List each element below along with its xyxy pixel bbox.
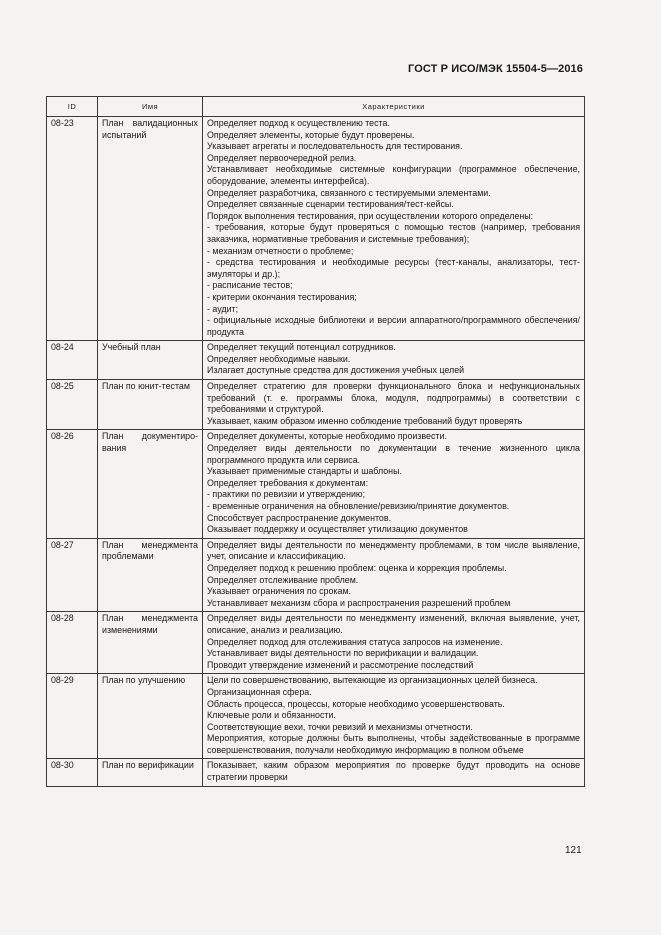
characteristic-line: Определяет первоочередной релиз. (207, 152, 357, 163)
characteristic-line: Определяет стратегию для проверки функционального блока и нефункциональных требований (т. е. программы блока, модуля, подпрограммы) в соответствии с требованиями и структурой. (207, 381, 580, 415)
table-body (47, 117, 585, 787)
characteristic-line: Определяет подход для отслеживания статуса запросов на изменение. (207, 636, 503, 647)
characteristic-line: Определяет отслеживание проблем. (207, 574, 359, 585)
row-characteristics (203, 341, 585, 380)
characteristics-table (46, 96, 585, 787)
table-row (47, 612, 585, 674)
table-row (47, 380, 585, 430)
row-characteristics (203, 612, 585, 674)
characteristic-line: Указывает применимые стандарты и шаблоны. (207, 466, 402, 477)
characteristic-line: Определяет разработчика, связанного с тестируемыми элементами. (207, 187, 491, 198)
characteristic-line: Определяет текущий потенциал сотрудников. (207, 342, 396, 353)
characteristic-line: Оказывает поддержку и осуществляет утилизацию документов (207, 524, 468, 535)
characteristic-line: - средства тестирования и необходимые ресурсы (тест-каналы, анализаторы, тест-эмуляторы и др.); (207, 257, 580, 279)
characteristic-line: Устанавливает необходимые системные конфигурации (программное обеспечение, оборудование, элементы интерфейса). (207, 164, 580, 186)
characteristic-line: Определяет документы, которые необходимо произвести. (207, 431, 447, 442)
characteristic-line: Устанавливает виды деятельности по верификации и валидации. (207, 648, 479, 659)
characteristic-line: Указывает агрегаты и последовательность для тестирования. (207, 141, 463, 152)
row-id: 08-29 (47, 674, 98, 759)
characteristic-line: - механизм отчетности о проблеме; (207, 245, 354, 256)
characteristic-line: - требования, которые будут проверяться с помощью тестов (например, требования заказчика, нормативные требования и системные требования); (207, 222, 580, 244)
row-name: План менеджмента проблемами (98, 538, 203, 612)
row-id: 08-28 (47, 612, 98, 674)
characteristic-line: - временные ограничения на обновление/ревизию/принятие документов. (207, 501, 510, 511)
characteristic-line: - аудит; (207, 303, 239, 314)
characteristic-line: Определяет подход к осуществлению теста. (207, 118, 390, 128)
row-id: 08-24 (47, 341, 98, 380)
row-name: Учебный план (98, 341, 203, 380)
characteristic-line: - практики по ревизии и утверждению; (207, 489, 366, 500)
characteristic-line: - расписание тестов; (207, 280, 293, 291)
characteristic-line: Проводит утверждение изменений и рассмотрение последствий (207, 659, 474, 670)
characteristic-line: Излагает доступные средства для достижения учебных целей (207, 365, 465, 376)
characteristic-line: Порядок выполнения тестирования, при осуществлении которого определены: (207, 210, 534, 221)
table-row (47, 759, 585, 786)
row-characteristics (203, 430, 585, 538)
characteristic-line: Указывает, каким образом именно соблюдение требований будут проверять (207, 415, 523, 426)
document-code: ГОСТ Р ИСО/МЭК 15504-5—2016 (408, 63, 583, 75)
row-characteristics (203, 117, 585, 341)
row-name: План валидационных испытаний (98, 117, 203, 341)
characteristic-line: Определяет виды деятельности по менеджменту изменений, включая выявление, учет, описание, анализ и реализацию. (207, 613, 580, 635)
characteristic-line: Указывает ограничения по срокам. (207, 586, 352, 597)
column-header-characteristics: Характеристики (203, 97, 585, 117)
table-row (47, 430, 585, 538)
table-row (47, 538, 585, 612)
characteristic-line: Устанавливает механизм сбора и распространения разрешений проблем (207, 597, 511, 608)
column-header-id: ID (47, 97, 98, 117)
characteristic-line: Определяет необходимые навыки. (207, 353, 351, 364)
column-header-name: Имя (98, 97, 203, 117)
characteristic-line: Определяет подход к решению проблем: оценка и коррекция проблемы. (207, 562, 507, 573)
characteristic-line: Способствует распространение документов. (207, 512, 392, 523)
characteristic-line: Область процесса, процессы, которые необходимо усовершенствовать. (207, 698, 505, 709)
row-name: План по улучшению (98, 674, 203, 759)
characteristic-line: Показывает, каким образом мероприятия по проверке будут проводить на основе стратегии проверки (207, 760, 580, 783)
characteristic-line: Определяет связанные сценарии тестирования/тест-кейсы. (207, 199, 454, 210)
characteristic-line: Мероприятия, которые должны быть выполнены, чтобы задействованные в программе совершенствования, получали необходимую информацию в полном объеме (207, 733, 580, 755)
row-name: План документирования (98, 430, 203, 538)
row-id: 08-23 (47, 117, 98, 341)
row-id: 08-30 (47, 759, 98, 786)
characteristic-line: Ключевые роли и обязанности. (207, 710, 336, 721)
row-name: План менеджмента изменениями (98, 612, 203, 674)
characteristic-line: Определяет виды деятельности по менеджменту проблемами, в том числе выявление, учет, описание и классификацию. (207, 539, 580, 562)
row-characteristics (203, 759, 585, 786)
row-characteristics (203, 538, 585, 612)
table-row (47, 117, 585, 341)
row-id: 08-25 (47, 380, 98, 430)
row-characteristics (203, 380, 585, 430)
table-row (47, 341, 585, 380)
row-name: План по верификации (98, 759, 203, 786)
characteristic-line: - критерии окончания тестирования; (207, 291, 357, 302)
characteristic-line: Определяет элементы, которые будут проверены. (207, 129, 415, 140)
characteristic-line: - официальные исходные библиотеки и версии аппаратного/программного обеспечения/продукта (207, 315, 580, 337)
characteristic-line: Определяет требования к документам: (207, 477, 369, 488)
characteristic-line: Цели по совершенствованию, вытекающие из организационных целей бизнеса. (207, 675, 538, 686)
characteristic-line: Соответствующие вехи, точки ревизий и механизмы отчетности. (207, 721, 473, 732)
row-characteristics (203, 674, 585, 759)
row-name: План по юнит-тестам (98, 380, 203, 430)
row-id: 08-26 (47, 430, 98, 538)
row-id: 08-27 (47, 538, 98, 612)
table-row (47, 674, 585, 759)
page-number: 121 (565, 845, 582, 856)
characteristic-line: Определяет виды деятельности по документации в течение жизненного цикла программного продукта или сервиса. (207, 443, 580, 465)
characteristic-line: Организационная сфера. (207, 686, 312, 697)
table-header-row (47, 97, 585, 117)
